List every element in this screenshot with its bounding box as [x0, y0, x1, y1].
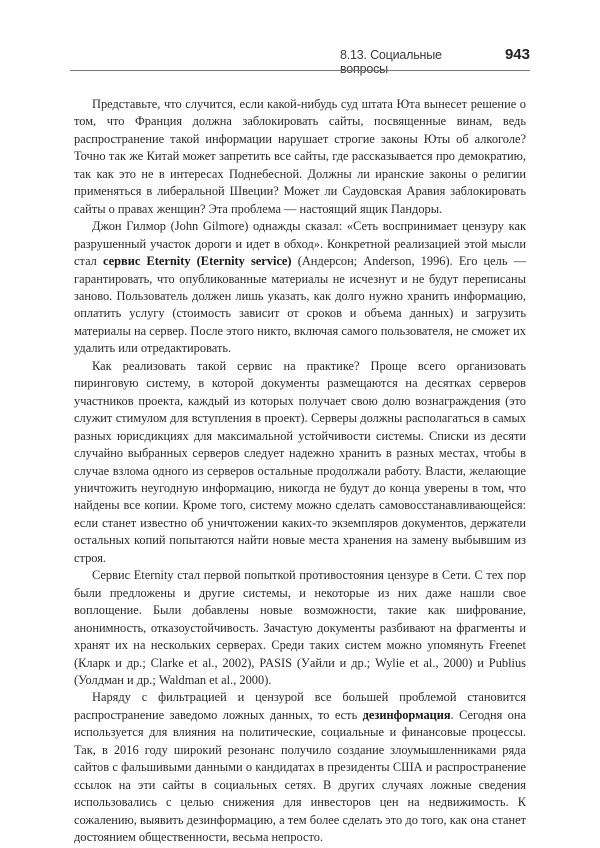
text-span: Наряду с фильтрацией и цензурой все большей проблемой становится распространение заведомо ложных данных, то есть	[74, 690, 526, 722]
text-span: Сервис Eternity стал первой попыткой противостояния цензуре в Сети. С тех пор были предложены и другие системы, и некоторые из них даже нашли свое воплощение. Были добавлены новые возможности, такие как шифрование, анонимность, отказоустойчивость. Зачастую документы разбивают на фрагменты и хранят их на нескольких серверах. Среди таких систем можно упомянуть Freenet (Кларк и др.; Clarke et al., 2002), PASIS (Уайли и др.; Wylie et al., 2000) и Publius (Уолдман и др.; Waldman et al., 2000).	[74, 568, 526, 687]
paragraph	[74, 96, 526, 218]
page-number: 943	[504, 46, 530, 63]
text-span: (Андерсон; Anderson, 1996). Его цель — гарантировать, что опубликованные материалы не исчезнут и не будут переписаны заново. Пользователь должен лишь указать, как долго нужно хранить информацию, оплатить услугу (стоимость зависит от сроков и объема данных) и загрузить материалы на сервер. После этого никто, включая самого пользователя, не сможет их удалить или отредактировать.	[74, 254, 527, 356]
body-text	[74, 96, 526, 846]
text-span: . Сегодня она используется для влияния на политические, социальные и финансовые процессы. Так, в 2016 году широкий резонанс получило создание злоумышленниками ряда сайтов с фальшивыми данными о кандидатах в президенты США и распространение ссылок на эти сайты в социальных сетях. В других случаях ложные сведения использовались с целью снижения для инвесторов цен на недвижимость. К сожалению, выявить дезинформацию, а тем более сделать это до того, как она станет достоянием общественности, весьма непросто.	[74, 707, 527, 845]
header-rule	[70, 70, 530, 71]
text-span: Представьте, что случится, если какой-нибудь суд штата Юта вынесет решение о том, что Франция должна заблокировать сайты, посвященные винам, ведь распространение такой информации нарушает строгие законы Юты об алкоголе? Точно так же Китай может запретить все сайты, где рассказывается про демократию, так как это не в интересах Поднебесной. Должны ли иранские законы о религии применяться в либеральной Швеции? Может ли Саудовская Аравия заблокировать сайты о правах женщин? Эта проблема — настоящий ящик Пандоры.	[74, 97, 526, 216]
text-span: Как реализовать такой сервис на практике? Проще всего организовать пиринговую систему, в которой документы размещаются на десятках серверов участников проекта, каждый из которых получает свою долю вознаграждения (это служит стимулом для вступления в проект). Серверы должны располагаться в самых разных юрисдикциях для максимальной устойчивости системы. Списки из десяти случайно выбранных серверов следует надежно хранить в разных местах, чтобы в случае взлома одного из серверов остальные продолжали работу. Власти, желающие уничтожить неугодную информацию, никогда не будут до конца уверены в том, что найдены все копии. Кроме того, систему можно сделать самовосстанавливающейся: если станет известно об уничтожении каких-то экземпляров документов, держатели остальных копий попытаются найти новые места хранения на замену выбывшим из строя.	[74, 358, 526, 565]
paragraph	[74, 218, 526, 358]
running-header	[340, 46, 530, 76]
term-disinformation: дезинформация	[362, 707, 451, 722]
section-title: 8.13. Социальные вопросы	[340, 48, 442, 76]
term-eternity-service: сервис Eternity (Eternity service)	[103, 254, 292, 269]
paragraph	[74, 567, 526, 689]
paragraph	[74, 689, 526, 846]
text-span: Джон Гилмор (John Gilmore) однажды сказал: «Сеть воспринимает цензуру как разрушенный участок дороги и идет в обход». Конкретной реализацией этой мысли стал	[74, 219, 526, 269]
paragraph	[74, 358, 526, 567]
